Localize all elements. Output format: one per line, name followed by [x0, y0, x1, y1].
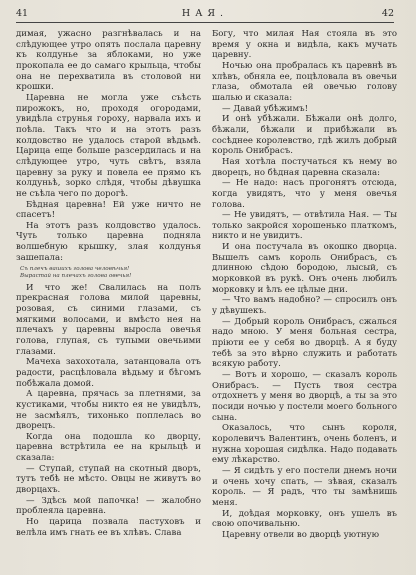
- paragraph: — Здѣсь мой папочка! — жалобно проблеяла царевна.: [16, 495, 201, 517]
- paragraph: — Ступай, ступай на скотный дворъ, тутъ тебѣ не мѣсто. Овцы не живутъ во дворцахъ.: [16, 463, 201, 496]
- paragraph: — Что вамъ надобно? — спросилъ онъ у дѣвушекъ.: [212, 295, 397, 317]
- paragraph: — Я сидѣть у его постели днемъ ночи и очень хочу спать, — зѣвая, сказалъ король. — Я радъ, что ты замѣнишь меня.: [212, 465, 397, 508]
- paragraph: Ная хотѣла постучаться къ нему во дворецъ, но бѣдная царевна сказала:: [212, 156, 397, 178]
- header-rule: [16, 22, 394, 23]
- paragraph: И что же! Свалилась на полъ прекрасная голова милой царевны, розовая, съ синими глазами, съ мягкими волосами, и вмѣсто нея на плечахъ у царевны выросла овечья голова, глупая, съ тупыми овечьими глазами.: [16, 282, 201, 357]
- paragraph: димая, ужасно разгнѣвалась и на слѣдующее утро опять послала царевну къ колдунье за яблоками, но уже прокопала ее до самаго крыльца, чтобы она не перехватила въ столовой ни крошки.: [16, 29, 201, 93]
- page-number-left: 41: [16, 8, 29, 19]
- paragraph: И онѣ убѣжали. Бѣжали онѣ долго, бѣжали, бѣжали и прибѣжали въ сосѣднее королевство, гдѣ жилъ добрый король Онибрасъ.: [212, 114, 397, 157]
- paragraph: — Вотъ и хорошо, — сказалъ король Онибрасъ. — Пусть твоя сестра отдохнетъ у меня во дворцѣ, а ты за это посиди ночью у постели моего больного сына.: [212, 370, 397, 423]
- paragraph: — Не надо: насъ прогонятъ отсюда, когда увидятъ, что у меня овечья голова.: [212, 178, 397, 210]
- page-number-right: 42: [381, 8, 394, 19]
- spell-line: Вырастай на плечахъ голова овечья!: [20, 273, 132, 280]
- paragraph: — Добрый король Онибрасъ, сжалься надо мною. У меня больная сестра, пріюти ее у себя во дворцѣ. А я буду тебѣ за это вѣрно служить и работать всякую работу.: [212, 316, 397, 370]
- paragraph: Оказалось, что сынъ короля, королевичъ Валентинъ, очень боленъ, и нужна хорошая сидѣлка. Надо подавать ему лѣкарство.: [212, 423, 397, 466]
- right-column: [212, 29, 397, 541]
- paragraph: Мачеха захохотала, затанцовала отъ радости, расцѣловала вѣдьму и бѣгомъ побѣжала домой.: [16, 357, 201, 389]
- paragraph: Бѣдная царевна! Ей уже ничто не спасетъ!: [16, 199, 201, 221]
- page-header: [16, 8, 394, 22]
- paragraph: И, доѣдая морковку, онъ ушелъ въ свою опочивальню.: [212, 508, 397, 530]
- paragraph: Ночью она пробралась къ царевнѣ въ хлѣвъ, обняла ее, поцѣловала въ овечьи глаза, обмотала ей овечью голову шалью и сказала:: [212, 60, 397, 103]
- running-title: НАЯ.: [181, 8, 229, 19]
- paragraph: И она постучала въ окошко дворца. Вышелъ самъ король Онибрасъ, съ длинною сѣдою бородою, лысый, съ морковкой въ рукѣ. Онъ очень любилъ морковку и ѣлъ ее цѣлые дни.: [212, 242, 397, 295]
- paragraph: А царевна, прячась за плетнями, за кустиками, чтобы никто ея не увидѣлъ, не засмѣялъ, тихонько поплелась во дворецъ.: [16, 389, 201, 432]
- paragraph: Царевна не могла уже съѣсть пирожокъ, но, проходя огородами, увидѣла струнья гороху, нарвала ихъ и поѣла. Такъ что и на этотъ разъ колдовство не удалось старой вѣдьмѣ. Царица еще больше разсердилась и на слѣдующее утро, чуть свѣтъ, взяла царевну за руку и повела ее прямо къ колдуньѣ, зорко слѣдя, чтобы дѣвушка не съѣла чего по дорогѣ.: [16, 92, 201, 199]
- paragraph: Но царица позвала пастуховъ и велѣла имъ гнать ее въ хлѣвъ. Слава: [16, 517, 201, 538]
- paragraph: На этотъ разъ колдовство удалось. Чуть только царевна подняла волшебную крышку, злая колдунья зашепала:: [16, 220, 201, 263]
- spell-line: Съ плечъ вашихъ голова человѣчья!: [20, 266, 130, 273]
- paragraph: — Не увидятъ, — отвѣтила Ная. — Ты только закройся хорошенько платкомъ, никто и не увидитъ.: [212, 210, 397, 242]
- paragraph: Царевну отвели во дворцѣ уютную: [222, 529, 380, 540]
- paragraph: Богу, что милая Ная стояла въ это время у окна и видѣла, какъ мучать царевну.: [212, 29, 397, 61]
- spell-quote: [18, 266, 201, 279]
- paragraph: Когда она подошла ко дворцу, царевна встрѣтила ее на крыльцѣ и сказала:: [16, 431, 201, 464]
- paragraph: — Давай убѣжимъ!: [222, 103, 309, 114]
- left-column: [16, 29, 201, 538]
